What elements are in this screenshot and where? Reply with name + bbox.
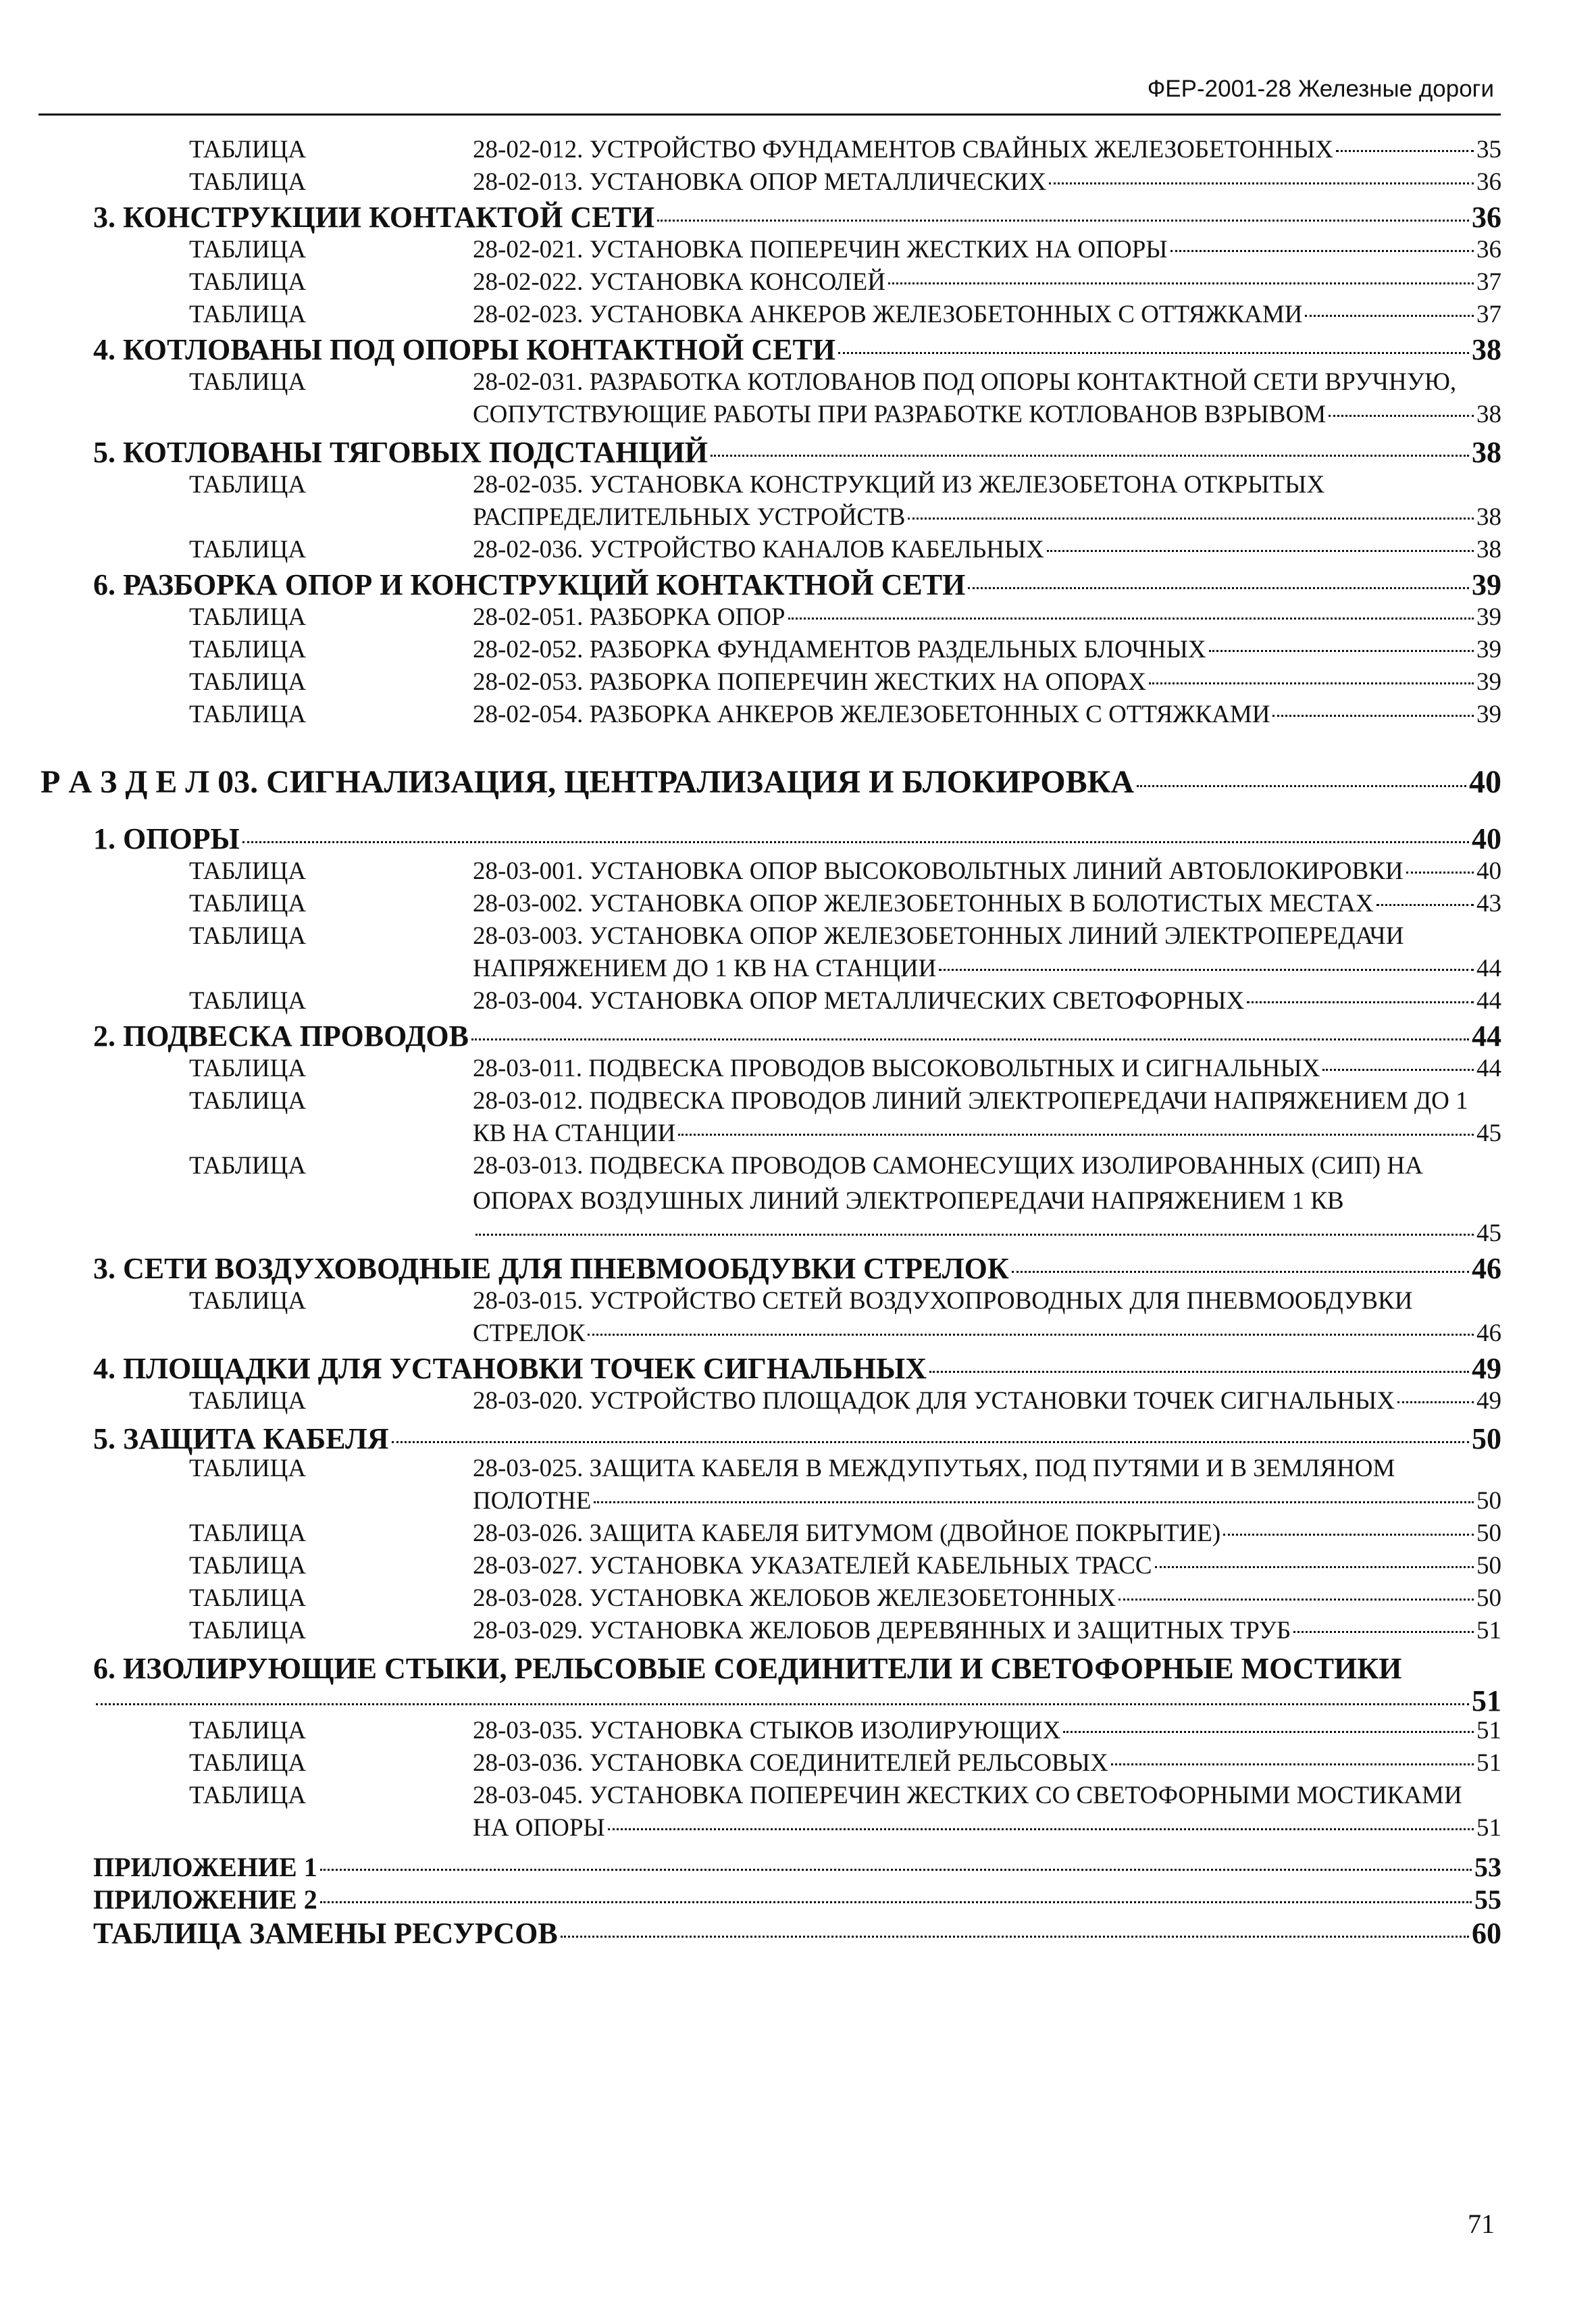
toc-entry — [0, 168, 1596, 203]
toc-entry — [0, 1119, 1596, 1154]
toc-entry-label: ТАБЛИЦА — [189, 236, 307, 263]
toc-entry-title: 28-02-013. УСТАНОВКА ОПОР МЕТАЛЛИЧЕСКИХ — [473, 168, 1047, 196]
toc-entry-title: ПРИЛОЖЕНИЕ 1 — [93, 1852, 317, 1882]
toc-entry-title: ПРИЛОЖЕНИЕ 2 — [93, 1884, 317, 1915]
toc-entry-label: ТАБЛИЦА — [189, 536, 307, 563]
toc-entry-label: ТАБЛИЦА — [189, 1287, 307, 1315]
toc-entry-title: 28-03-025. ЗАЩИТА КАБЕЛЯ В МЕЖДУПУТЬЯХ, ПОД ПУТЯМИ И В ЗЕМЛЯНОМ — [473, 1455, 1395, 1482]
dot-leader — [320, 1869, 1472, 1871]
dot-leader — [838, 352, 1469, 354]
toc-entry-label: ТАБЛИЦА — [189, 603, 307, 631]
toc-entry — [0, 1219, 1596, 1254]
toc-entry — [0, 135, 1596, 170]
toc-entry-title: 2. ПОДВЕСКА ПРОВОДОВ — [93, 1020, 469, 1053]
toc-entry — [0, 1386, 1596, 1422]
toc-entry-page: 50 — [1476, 1584, 1501, 1612]
toc-entry — [0, 1086, 1596, 1122]
dot-leader — [1223, 1534, 1474, 1536]
toc-entry — [0, 763, 1596, 799]
toc-entry-page: 50 — [1476, 1487, 1501, 1515]
toc-entry-label: ТАБЛИЦА — [189, 1782, 307, 1809]
toc-entry — [0, 535, 1596, 570]
header-title: ФЕР-2001-28 Железные дороги — [1147, 76, 1494, 102]
toc-entry-title: 28-03-035. УСТАНОВКА СТЫКОВ ИЗОЛИРУЮЩИХ — [473, 1717, 1061, 1744]
dot-leader — [242, 841, 1469, 843]
toc-entry-page: 40 — [1472, 822, 1501, 855]
toc-entry-page: 36 — [1476, 236, 1501, 263]
dot-leader — [392, 1441, 1469, 1443]
toc-entry-title: РАСПРЕДЕЛИТЕЛЬНЫХ УСТРОЙСТВ — [473, 503, 906, 531]
dot-leader — [678, 1134, 1474, 1136]
toc-entry-label: ТАБЛИЦА — [189, 1087, 307, 1115]
toc-entry — [0, 635, 1596, 670]
dot-leader — [908, 518, 1474, 520]
toc-entry-title: 28-02-053. РАЗБОРКА ПОПЕРЕЧИН ЖЕСТКИХ НА ОПОРАХ — [473, 668, 1146, 696]
toc-entry — [0, 200, 1596, 235]
toc-entry-page: 39 — [1476, 668, 1501, 696]
dot-leader — [320, 1901, 1472, 1903]
toc-entry-title: 28-03-045. УСТАНОВКА ПОПЕРЕЧИН ЖЕСТКИХ СО СВЕТОФОРНЫМИ МОСТИКАМИ — [473, 1782, 1462, 1809]
toc-entry — [0, 1884, 1596, 1919]
toc-entry — [0, 822, 1596, 857]
dot-leader — [1155, 1566, 1474, 1568]
toc-entry-title: 28-03-020. УСТРОЙСТВО ПЛОЩАДОК ДЛЯ УСТАНОВКИ ТОЧЕК СИГНАЛЬНЫХ — [473, 1387, 1395, 1415]
toc-entry — [0, 300, 1596, 335]
toc-entry-title: 28-03-002. УСТАНОВКА ОПОР ЖЕЛЕЗОБЕТОННЫХ В БОЛОТИСТЫХ МЕСТАХ — [473, 890, 1374, 917]
toc-entry — [0, 986, 1596, 1022]
toc-entry-title: 28-03-015. УСТРОЙСТВО СЕТЕЙ ВОЗДУХОПРОВОДНЫХ ДЛЯ ПНЕВМООБДУВКИ — [473, 1287, 1413, 1315]
toc-entry-page: 44 — [1476, 955, 1501, 982]
toc-entry — [0, 1422, 1596, 1457]
toc-entry-page: 37 — [1476, 268, 1501, 296]
toc-entry — [0, 857, 1596, 892]
toc-entry — [0, 1454, 1596, 1489]
toc-entry-page: 60 — [1472, 1917, 1501, 1950]
toc-entry — [0, 889, 1596, 924]
toc-entry — [0, 1684, 1596, 1719]
toc-entry-title: 28-03-011. ПОДВЕСКА ПРОВОДОВ ВЫСОКОВОЛЬТНЫХ И СИГНАЛЬНЫХ — [473, 1055, 1320, 1082]
toc-entry-title: 28-03-026. ЗАЩИТА КАБЕЛЯ БИТУМОМ (ДВОЙНОЕ ПОКРЫТИЕ) — [473, 1519, 1221, 1547]
toc-entry — [0, 1519, 1596, 1554]
toc-entry — [0, 568, 1596, 603]
toc-entry-page: 45 — [1476, 1219, 1501, 1247]
toc-entry-page: 35 — [1476, 136, 1501, 164]
toc-entry-title: 28-02-054. РАЗБОРКА АНКЕРОВ ЖЕЛЕЗОБЕТОННЫХ С ОТТЯЖКАМИ — [473, 701, 1270, 728]
toc-entry-page: 38 — [1472, 436, 1501, 469]
toc-entry-label: ТАБЛИЦА — [189, 636, 307, 663]
toc-entry-title: 28-02-031. РАЗРАБОТКА КОТЛОВАНОВ ПОД ОПОРЫ КОНТАКТНОЙ СЕТИ ВРУЧНУЮ, — [473, 368, 1457, 396]
dot-leader — [1305, 315, 1474, 317]
toc-entry — [0, 470, 1596, 505]
toc-entry-title: 28-02-035. УСТАНОВКА КОНСТРУКЦИЙ ИЗ ЖЕЛЕЗОБЕТОНА ОТКРЫТЫХ — [473, 471, 1325, 499]
toc-entry-label: ТАБЛИЦА — [189, 1387, 307, 1415]
toc-entry-page: 50 — [1476, 1552, 1501, 1580]
toc-entry-title: 28-02-012. УСТРОЙСТВО ФУНДАМЕНТОВ СВАЙНЫХ ЖЕЛЕЗОБЕТОННЫХ — [473, 136, 1333, 164]
toc-entry-title: 6. ИЗОЛИРУЮЩИЕ СТЫКИ, РЕЛЬСОВЫЕ СОЕДИНИТЕЛИ И СВЕТОФОРНЫЕ МОСТИКИ — [93, 1652, 1402, 1685]
dot-leader — [929, 1371, 1469, 1373]
toc-entry-title: 28-03-004. УСТАНОВКА ОПОР МЕТАЛЛИЧЕСКИХ СВЕТОФОРНЫХ — [473, 987, 1245, 1015]
toc-entry-page: 38 — [1476, 503, 1501, 531]
toc-entry-label: ТАБЛИЦА — [189, 668, 307, 696]
toc-entry-label: ТАБЛИЦА — [189, 136, 307, 164]
toc-entry-label: ТАБЛИЦА — [189, 922, 307, 950]
toc-entry-page: 53 — [1474, 1852, 1501, 1882]
toc-entry-page: 39 — [1476, 701, 1501, 728]
toc-entry-page: 51 — [1476, 1717, 1501, 1744]
toc-entry-label: ТАБЛИЦА — [189, 471, 307, 499]
toc-entry-label: ТАБЛИЦА — [189, 1519, 307, 1547]
toc-entry-page: 38 — [1472, 333, 1501, 366]
dot-leader — [1012, 1271, 1469, 1273]
toc-entry-title: 4. КОТЛОВАНЫ ПОД ОПОРЫ КОНТАКТНОЙ СЕТИ — [93, 333, 836, 366]
toc-entry — [0, 1151, 1596, 1186]
dot-leader — [594, 1501, 1474, 1503]
toc-entry — [0, 1486, 1596, 1521]
toc-entry — [0, 332, 1596, 368]
toc-entry-label: ТАБЛИЦА — [189, 268, 307, 296]
toc-entry — [0, 268, 1596, 303]
dot-leader — [1209, 650, 1474, 652]
toc-entry-title: 28-03-028. УСТАНОВКА ЖЕЛОБОВ ЖЕЛЕЗОБЕТОННЫХ — [473, 1584, 1116, 1612]
dot-leader — [1137, 785, 1466, 787]
toc-entry-page: 39 — [1476, 636, 1501, 663]
toc-entry-title: 6. РАЗБОРКА ОПОР И КОНСТРУКЦИЙ КОНТАКТНОЙ СЕТИ — [93, 568, 966, 601]
toc-entry — [0, 668, 1596, 703]
toc-entry — [0, 1916, 1596, 1951]
toc-entry-label: ТАБЛИЦА — [189, 701, 307, 728]
dot-leader — [1149, 682, 1474, 684]
dot-leader — [1047, 550, 1474, 552]
dot-leader — [1111, 1763, 1474, 1765]
toc-entry-title: ОПОРАХ ВОЗДУШНЫХ ЛИНИЙ ЭЛЕКТРОПЕРЕДАЧИ НАПРЯЖЕНИЕМ 1 КВ — [473, 1187, 1344, 1215]
dot-leader — [657, 220, 1469, 222]
toc-entry-page: 51 — [1476, 1749, 1501, 1777]
toc-entry-title: 28-03-027. УСТАНОВКА УКАЗАТЕЛЕЙ КАБЕЛЬНЫХ ТРАСС — [473, 1552, 1152, 1580]
toc-entry — [0, 235, 1596, 270]
toc-entry-label: ТАБЛИЦА — [189, 1552, 307, 1580]
dot-leader — [1397, 1401, 1474, 1403]
toc-entry-title: ТАБЛИЦА ЗАМЕНЫ РЕСУРСОВ — [93, 1917, 558, 1950]
toc-entry — [0, 1019, 1596, 1054]
toc-entry-label: ТАБЛИЦА — [189, 1749, 307, 1777]
dot-leader — [1406, 872, 1474, 874]
toc-entry — [0, 1286, 1596, 1322]
toc-entry-page: 49 — [1472, 1352, 1501, 1385]
toc-entry-title: 3. СЕТИ ВОЗДУХОВОДНЫЕ ДЛЯ ПНЕВМООБДУВКИ СТРЕЛОК — [93, 1252, 1009, 1285]
toc-entry-page: 45 — [1476, 1120, 1501, 1147]
dot-leader — [1376, 904, 1474, 906]
dot-leader — [1049, 182, 1474, 184]
toc-entry-page: 36 — [1476, 168, 1501, 196]
toc-entry-title: СОПУТСТВУЮЩИЕ РАБОТЫ ПРИ РАЗРАБОТКЕ КОТЛОВАНОВ ВЗРЫВОМ — [473, 401, 1327, 428]
dot-leader — [96, 1703, 1469, 1705]
running-header — [38, 73, 1501, 116]
dot-leader — [711, 455, 1469, 457]
toc-entry-page: 51 — [1472, 1684, 1501, 1717]
dot-leader — [1247, 1001, 1474, 1003]
toc-entry-title: НАПРЯЖЕНИЕМ ДО 1 КВ НА СТАНЦИИ — [473, 955, 937, 982]
toc-entry-title: 28-03-029. УСТАНОВКА ЖЕЛОБОВ ДЕРЕВЯННЫХ И ЗАЩИТНЫХ ТРУБ — [473, 1617, 1291, 1644]
dot-leader — [1336, 150, 1474, 152]
toc-entry-page: 38 — [1476, 536, 1501, 563]
toc-entry — [0, 1584, 1596, 1619]
dot-leader — [1293, 1631, 1474, 1633]
toc-entry-title: ПОЛОТНЕ — [473, 1487, 592, 1515]
toc-entry-page: 49 — [1476, 1387, 1501, 1415]
toc-entry — [0, 700, 1596, 735]
toc-entry-page: 50 — [1472, 1422, 1501, 1455]
dot-leader — [608, 1828, 1474, 1830]
toc-entry-page: 55 — [1474, 1884, 1501, 1915]
dot-leader — [471, 1038, 1469, 1040]
toc-entry-page: 39 — [1472, 568, 1501, 601]
dot-leader — [1118, 1599, 1474, 1601]
toc-entry-title: КВ НА СТАНЦИИ — [473, 1120, 676, 1147]
toc-entry — [0, 1251, 1596, 1286]
toc-entry-label: ТАБЛИЦА — [189, 168, 307, 196]
toc-entry-title: 28-03-013. ПОДВЕСКА ПРОВОДОВ САМОНЕСУЩИХ ИЗОЛИРОВАННЫХ (СИП) НА — [473, 1152, 1423, 1180]
toc-entry — [0, 922, 1596, 957]
toc-entry-page: 43 — [1476, 890, 1501, 917]
toc-entry-page: 44 — [1476, 987, 1501, 1015]
toc-entry-title: 4. ПЛОЩАДКИ ДЛЯ УСТАНОВКИ ТОЧЕК СИГНАЛЬНЫХ — [93, 1352, 927, 1385]
toc-entry-page: 40 — [1469, 764, 1501, 800]
toc-entry-title: 28-02-021. УСТАНОВКА ПОПЕРЕЧИН ЖЕСТКИХ НА ОПОРЫ — [473, 236, 1168, 263]
toc-entry — [0, 435, 1596, 470]
toc-entry — [0, 503, 1596, 538]
toc-entry-title: 28-03-036. УСТАНОВКА СОЕДИНИТЕЛЕЙ РЕЛЬСОВЫХ — [473, 1749, 1108, 1777]
page-number: 71 — [1468, 2209, 1495, 2239]
toc-entry — [0, 1716, 1596, 1751]
toc-entry-title: 28-02-051. РАЗБОРКА ОПОР — [473, 603, 786, 631]
toc-entry-title: 5. ЗАЩИТА КАБЕЛЯ — [93, 1422, 389, 1455]
toc-entry — [0, 1651, 1596, 1686]
toc-entry-title: 1. ОПОРЫ — [93, 822, 240, 855]
toc-entry-title: 28-03-003. УСТАНОВКА ОПОР ЖЕЛЕЗОБЕТОННЫХ ЛИНИЙ ЭЛЕКТРОПЕРЕДАЧИ — [473, 922, 1404, 950]
dot-leader — [561, 1936, 1469, 1938]
toc-entry — [0, 1054, 1596, 1089]
toc-entry-label: ТАБЛИЦА — [189, 857, 307, 885]
toc-entry-title: НА ОПОРЫ — [473, 1814, 605, 1842]
toc-entry-page: 46 — [1472, 1252, 1501, 1285]
dot-leader — [788, 618, 1474, 620]
toc-entry — [0, 1749, 1596, 1784]
toc-entry — [0, 1813, 1596, 1848]
toc-entry-title: СТРЕЛОК — [473, 1319, 586, 1347]
toc-entry-page: 51 — [1476, 1814, 1501, 1842]
toc-entry-page: 37 — [1476, 301, 1501, 328]
toc-entry — [0, 1351, 1596, 1386]
toc-entry — [0, 400, 1596, 435]
toc-entry-title: Р А З Д Е Л 03. СИГНАЛИЗАЦИЯ, ЦЕНТРАЛИЗАЦИЯ И БЛОКИРОВКА — [41, 764, 1135, 800]
toc-entry — [0, 603, 1596, 638]
toc-entry — [0, 1616, 1596, 1651]
dot-leader — [1063, 1731, 1474, 1733]
toc-entry-title: 28-03-001. УСТАНОВКА ОПОР ВЫСОКОВОЛЬТНЫХ ЛИНИЙ АВТОБЛОКИРОВКИ — [473, 857, 1404, 885]
dot-leader — [1170, 250, 1474, 252]
toc-entry-title: 28-02-023. УСТАНОВКА АНКЕРОВ ЖЕЛЕЗОБЕТОННЫХ С ОТТЯЖКАМИ — [473, 301, 1303, 328]
dot-leader — [1272, 715, 1474, 717]
toc-entry-title: 5. КОТЛОВАНЫ ТЯГОВЫХ ПОДСТАНЦИЙ — [93, 436, 709, 469]
toc-entry-page: 51 — [1476, 1617, 1501, 1644]
toc-entry — [0, 368, 1596, 403]
toc-entry-page: 44 — [1476, 1055, 1501, 1082]
toc-entry-title: 28-02-052. РАЗБОРКА ФУНДАМЕНТОВ РАЗДЕЛЬНЫХ БЛОЧНЫХ — [473, 636, 1206, 663]
dot-leader — [475, 1234, 1474, 1236]
toc-entry-label: ТАБЛИЦА — [189, 1617, 307, 1644]
dot-leader — [888, 282, 1474, 284]
toc-entry-title: 28-03-012. ПОДВЕСКА ПРОВОДОВ ЛИНИЙ ЭЛЕКТРОПЕРЕДАЧИ НАПРЯЖЕНИЕМ ДО 1 — [473, 1087, 1468, 1115]
toc-entry-title: 3. КОНСТРУКЦИИ КОНТАКТОЙ СЕТИ — [93, 201, 655, 234]
toc-entry — [0, 1319, 1596, 1354]
toc-entry-label: ТАБЛИЦА — [189, 1152, 307, 1180]
toc-entry — [0, 954, 1596, 989]
toc-entry-page: 38 — [1476, 401, 1501, 428]
dot-leader — [1329, 415, 1474, 417]
toc-entry-label: ТАБЛИЦА — [189, 890, 307, 917]
toc-entry — [0, 1186, 1596, 1222]
dot-leader — [968, 587, 1469, 589]
toc-entry — [0, 1551, 1596, 1586]
toc-entry-title: 28-02-022. УСТАНОВКА КОНСОЛЕЙ — [473, 268, 885, 296]
toc-entry-page: 39 — [1476, 603, 1501, 631]
dot-leader — [939, 969, 1474, 971]
toc-entry-title: 28-02-036. УСТРОЙСТВО КАНАЛОВ КАБЕЛЬНЫХ — [473, 536, 1044, 563]
toc-entry-page: 50 — [1476, 1519, 1501, 1547]
toc-entry — [0, 1781, 1596, 1816]
toc-entry-page: 46 — [1476, 1319, 1501, 1347]
toc-entry-label: ТАБЛИЦА — [189, 1055, 307, 1082]
toc-entry-label: ТАБЛИЦА — [189, 1717, 307, 1744]
dot-leader — [588, 1334, 1474, 1336]
toc-entry — [0, 1851, 1596, 1886]
toc-entry-label: ТАБЛИЦА — [189, 1584, 307, 1612]
toc-entry-label: ТАБЛИЦА — [189, 301, 307, 328]
toc-entry-label: ТАБЛИЦА — [189, 1455, 307, 1482]
dot-leader — [1322, 1069, 1474, 1071]
toc-entry-page: 40 — [1476, 857, 1501, 885]
toc-entry-page: 36 — [1472, 201, 1501, 234]
toc-entry-label: ТАБЛИЦА — [189, 987, 307, 1015]
toc-entry-page: 44 — [1472, 1020, 1501, 1053]
toc-entry-label: ТАБЛИЦА — [189, 368, 307, 396]
